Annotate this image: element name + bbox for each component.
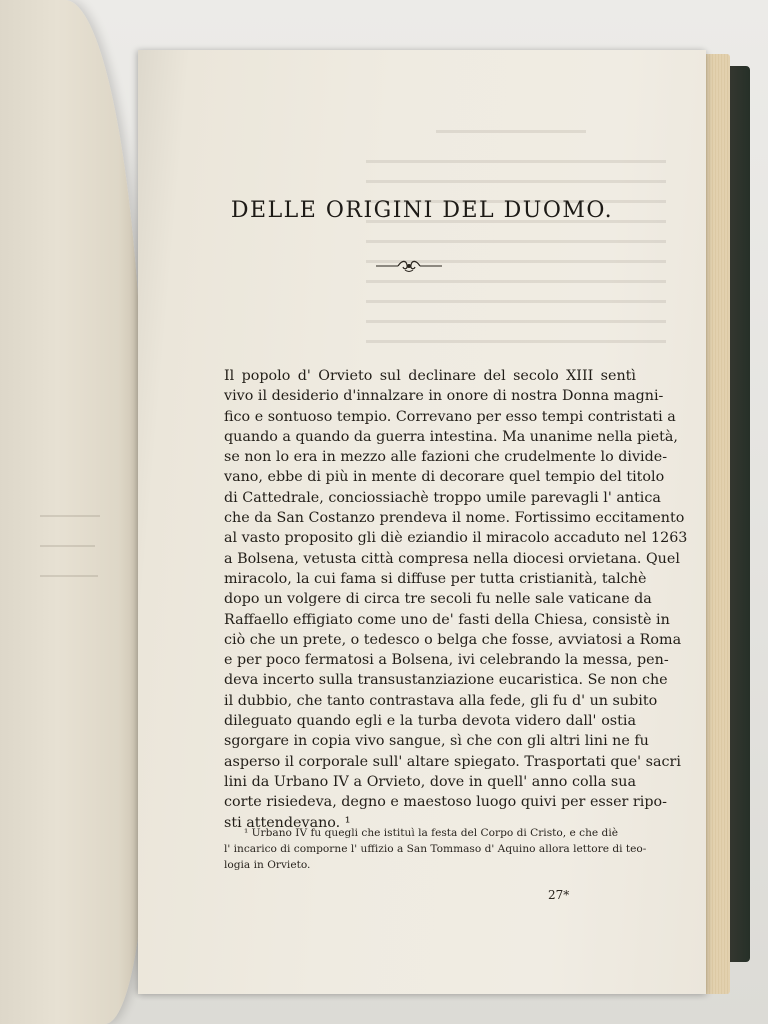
footnote-line: ¹ Urbano IV fu quegli che istituì la festa del Corpo di Cristo, e che diè (244, 827, 618, 839)
body-line: vivo il desiderio d'innalzare in onore di nostra Donna magni- (224, 388, 664, 405)
body-line: quando a quando da guerra intestina. Ma unanime nella pietà, (224, 428, 678, 445)
body-line: ciò che un prete, o tedesco o belga che fosse, avviatosi a Roma (224, 631, 682, 648)
left-page-ghost-line (40, 515, 100, 517)
body-line: sti attendevano. ¹ (224, 814, 351, 831)
body-line: fico e sontuoso tempio. Correvano per esso tempi contristati a (224, 408, 676, 425)
right-page (138, 50, 706, 994)
body-line: Il popolo d' Orvieto sul declinare del secolo XIII sentì (224, 368, 636, 384)
page-number: 27* (548, 888, 570, 902)
body-line: il dubbio, che tanto contrastava alla fede, gli fu d' un subito (224, 692, 658, 709)
left-page-ghost-line (40, 545, 95, 547)
body-line: dileguato quando egli e la turba devota videro dall' ostia (224, 713, 636, 730)
body-line: dopo un volgere di circa tre secoli fu nelle sale vaticane da (224, 591, 652, 608)
body-line: se non lo era in mezzo alle fazioni che crudelmente lo divide- (224, 449, 668, 466)
left-page (0, 0, 145, 1024)
body-line: lini da Urbano IV a Orvieto, dove in quell' anno colla sua (224, 773, 636, 790)
body-line: vano, ebbe di più in mente di decorare quel tempio del titolo (224, 469, 665, 486)
body-line: deva incerto sulla transustanziazione eucaristica. Se non che (224, 672, 668, 689)
body-line: corte risiedeva, degno e maestoso luogo quivi per esser ripo- (224, 794, 667, 811)
body-line: e per poco fermatosi a Bolsena, ivi celebrando la messa, pen- (224, 652, 669, 669)
left-page-ghost-line (40, 575, 98, 577)
chapter-title: DELLE ORIGINI DEL DUOMO. (230, 198, 614, 223)
body-line: al vasto proposito gli diè eziandio il miracolo accaduto nel 1263 (224, 530, 688, 547)
body-line: di Cattedrale, conciossiachè troppo umile parevagli l' antica (224, 489, 661, 506)
footnote (224, 825, 648, 873)
body-line: a Bolsena, vetusta città compresa nella diocesi orvietana. Quel (224, 550, 680, 567)
body-line: asperso il corporale sull' altare spiegato. Trasportati que' sacri (224, 753, 681, 770)
body-line: che da San Costanzo prendeva il nome. Fortissimo eccitamento (224, 510, 685, 527)
footnote-line: l' incarico di comporne l' uffizio a San Tommaso d' Aquino allora lettore di teo- (224, 843, 647, 855)
body-line: miracolo, la cui fama si diffuse per tutta cristianità, talchè (224, 570, 647, 587)
body-line: Raffaello effigiato come uno de' fasti della Chiesa, consistè in (224, 611, 670, 628)
body-line: sgorgare in copia vivo sangue, sì che con gli altri lini ne fu (224, 733, 649, 750)
footnote-line: logia in Orvieto. (224, 859, 311, 871)
decorative-flourish-icon (374, 258, 444, 274)
body-text (224, 366, 688, 833)
